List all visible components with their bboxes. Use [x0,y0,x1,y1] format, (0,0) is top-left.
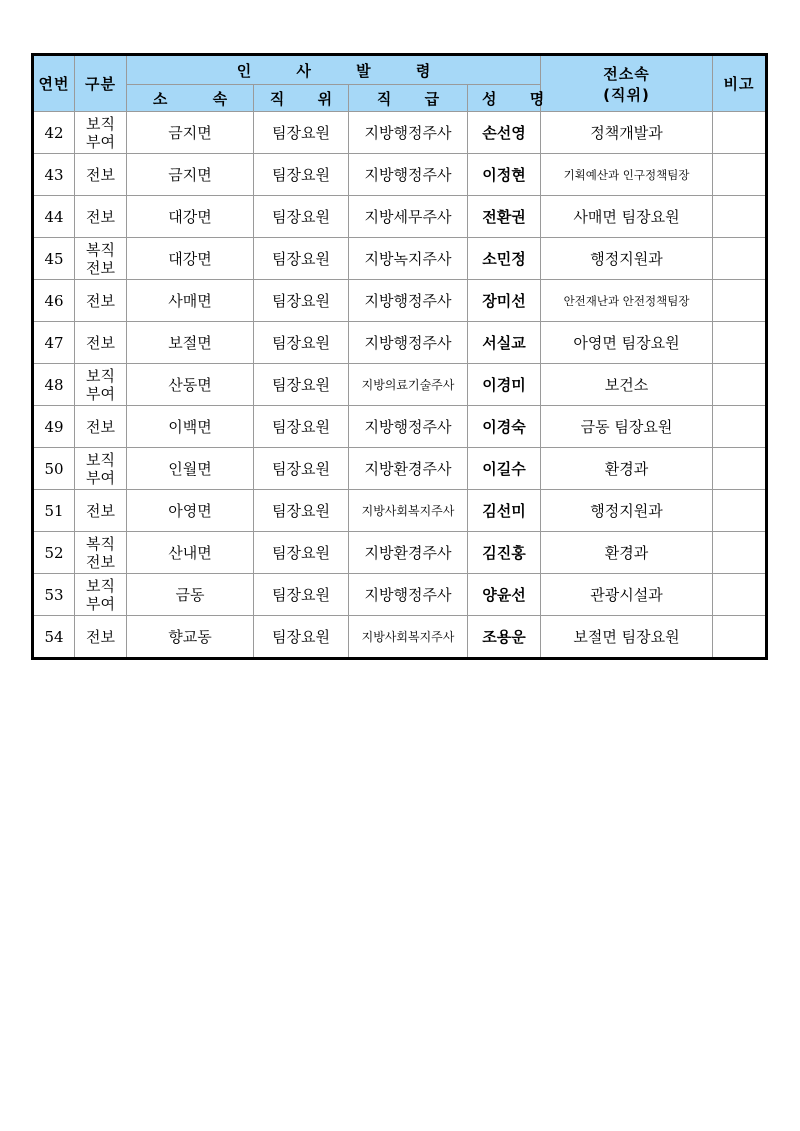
category-line1: 전보 [86,165,115,184]
category-line1: 전보 [86,207,115,226]
header-previous-line1: 전소속 [603,64,650,83]
table-row [33,322,767,364]
position-cell: 팀장요원 [254,280,349,322]
affiliation-cell: 이백면 [127,406,254,448]
header-previous [541,55,713,112]
name-cell: 소민정 [468,238,541,280]
previous-cell: 아영면 팀장요원 [541,322,713,364]
grade-cell: 지방녹지주사 [349,238,468,280]
grade-cell: 지방행정주사 [349,322,468,364]
table-row [33,280,767,322]
category-line1: 보직 [86,450,115,469]
remarks-cell [713,364,767,406]
affiliation-cell: 향교동 [127,616,254,659]
category-line2: 전보 [86,552,115,571]
table-header [33,55,767,112]
name-cell: 서실교 [468,322,541,364]
header-position-label: 직 위 [269,89,347,108]
category-cell [75,532,127,574]
grade-cell: 지방행정주사 [349,280,468,322]
grade-cell: 지방행정주사 [349,154,468,196]
grade-cell: 지방환경주사 [349,448,468,490]
previous-cell: 환경과 [541,448,713,490]
category-line1: 전보 [86,291,115,310]
previous-cell: 정책개발과 [541,112,713,154]
header-position [254,85,349,112]
category-line1: 전보 [86,501,115,520]
category-cell [75,574,127,616]
position-cell: 팀장요원 [254,448,349,490]
category-line2: 부여 [86,594,115,613]
header-name [468,85,559,112]
category-line1: 전보 [86,627,115,646]
seq-cell: 53 [33,574,75,616]
name-cell: 양윤선 [468,574,541,616]
seq-cell: 44 [33,196,75,238]
table-row [33,112,767,154]
seq-cell: 52 [33,532,75,574]
name-cell: 전환권 [468,196,541,238]
remarks-cell [713,574,767,616]
table-row [33,364,767,406]
header-remarks: 비고 [713,55,767,112]
position-cell: 팀장요원 [254,406,349,448]
category-cell [75,238,127,280]
category-cell [75,616,127,659]
previous-cell: 행정지원과 [541,490,713,532]
previous-cell: 보절면 팀장요원 [541,616,713,659]
name-cell: 김선미 [468,490,541,532]
position-cell: 팀장요원 [254,532,349,574]
position-cell: 팀장요원 [254,196,349,238]
table-body [33,112,767,659]
header-appointment-group [127,55,541,85]
seq-cell: 49 [33,406,75,448]
position-cell: 팀장요원 [254,364,349,406]
header-previous-line2: (직위) [603,85,650,104]
previous-cell: 안전재난과 안전정책팀장 [541,280,713,322]
category-line1: 복직 [86,534,115,553]
seq-cell: 45 [33,238,75,280]
table-row [33,490,767,532]
seq-cell: 46 [33,280,75,322]
category-line2: 부여 [86,132,115,151]
remarks-cell [713,532,767,574]
header-category: 구분 [75,55,127,112]
grade-cell: 지방세무주사 [349,196,468,238]
affiliation-cell: 대강면 [127,238,254,280]
category-cell [75,112,127,154]
name-cell: 이경숙 [468,406,541,448]
position-cell: 팀장요원 [254,322,349,364]
previous-cell: 사매면 팀장요원 [541,196,713,238]
category-cell [75,406,127,448]
header-affiliation [127,85,254,112]
header-affiliation-label: 소 속 [152,89,248,108]
category-cell [75,322,127,364]
table-row [33,448,767,490]
remarks-cell [713,490,767,532]
seq-cell: 50 [33,448,75,490]
personnel-appointment-table [31,53,768,660]
grade-cell: 지방사회복지주사 [349,616,468,659]
table-row [33,574,767,616]
seq-cell: 54 [33,616,75,659]
position-cell: 팀장요원 [254,238,349,280]
name-cell: 이정현 [468,154,541,196]
table-row [33,154,767,196]
position-cell: 팀장요원 [254,112,349,154]
remarks-cell [713,112,767,154]
header-grade-label: 직 급 [376,89,454,108]
remarks-cell [713,280,767,322]
position-cell: 팀장요원 [254,490,349,532]
remarks-cell [713,196,767,238]
grade-cell: 지방행정주사 [349,112,468,154]
grade-cell: 지방사회복지주사 [349,490,468,532]
affiliation-cell: 금지면 [127,154,254,196]
header-appointment-group-label: 인 사 발 령 [236,61,451,80]
category-cell [75,490,127,532]
header-name-label: 성 명 [482,89,559,108]
category-line2: 부여 [86,384,115,403]
name-cell: 김진홍 [468,532,541,574]
name-cell: 장미선 [468,280,541,322]
affiliation-cell: 사매면 [127,280,254,322]
name-cell: 이길수 [468,448,541,490]
name-cell: 조용운 [468,616,541,659]
category-line2: 전보 [86,258,115,277]
previous-cell: 행정지원과 [541,238,713,280]
grade-cell: 지방의료기술주사 [349,364,468,406]
header-grade [349,85,468,112]
remarks-cell [713,154,767,196]
table-row [33,532,767,574]
previous-cell: 금동 팀장요원 [541,406,713,448]
name-cell: 이경미 [468,364,541,406]
category-cell [75,154,127,196]
grade-cell: 지방행정주사 [349,574,468,616]
affiliation-cell: 산동면 [127,364,254,406]
remarks-cell [713,322,767,364]
category-line1: 보직 [86,576,115,595]
seq-cell: 47 [33,322,75,364]
previous-cell: 관광시설과 [541,574,713,616]
seq-cell: 51 [33,490,75,532]
category-line1: 전보 [86,333,115,352]
previous-cell: 환경과 [541,532,713,574]
category-line1: 복직 [86,240,115,259]
category-cell [75,364,127,406]
header-seq: 연번 [33,55,75,112]
category-cell [75,448,127,490]
grade-cell: 지방행정주사 [349,406,468,448]
affiliation-cell: 금지면 [127,112,254,154]
seq-cell: 48 [33,364,75,406]
category-line1: 보직 [86,366,115,385]
position-cell: 팀장요원 [254,574,349,616]
affiliation-cell: 산내면 [127,532,254,574]
remarks-cell [713,238,767,280]
remarks-cell [713,448,767,490]
affiliation-cell: 인월면 [127,448,254,490]
category-cell [75,280,127,322]
seq-cell: 42 [33,112,75,154]
table-row [33,238,767,280]
affiliation-cell: 대강면 [127,196,254,238]
grade-cell: 지방환경주사 [349,532,468,574]
position-cell: 팀장요원 [254,154,349,196]
seq-cell: 43 [33,154,75,196]
table-row [33,196,767,238]
affiliation-cell: 보절면 [127,322,254,364]
category-line1: 보직 [86,114,115,133]
name-cell: 손선영 [468,112,541,154]
table-row [33,616,767,659]
affiliation-cell: 아영면 [127,490,254,532]
previous-cell: 보건소 [541,364,713,406]
table-row [33,406,767,448]
affiliation-cell: 금동 [127,574,254,616]
category-cell [75,196,127,238]
position-cell: 팀장요원 [254,616,349,659]
remarks-cell [713,616,767,659]
previous-cell: 기획예산과 인구정책팀장 [541,154,713,196]
category-line2: 부여 [86,468,115,487]
category-line1: 전보 [86,417,115,436]
remarks-cell [713,406,767,448]
